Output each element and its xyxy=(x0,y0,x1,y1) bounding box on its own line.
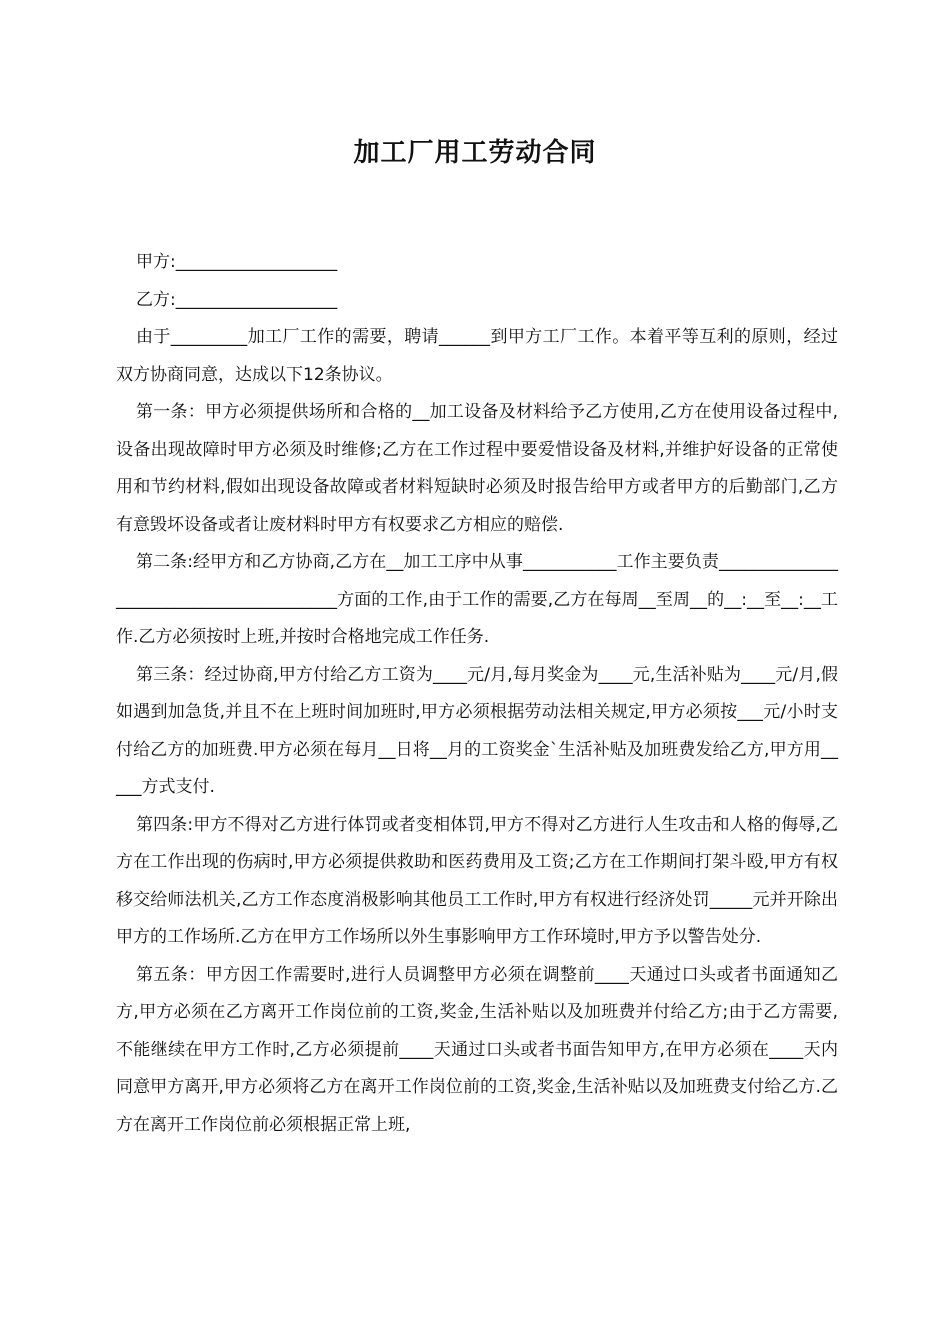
article-1-paragraph: 第一条：甲方必须提供场所和合格的__加工设备及材料给予乙方使用,乙方在使用设备过程中,设备出现故障时甲方必须及时维修;乙方在工作过程中要爱惜设备及材料,并维护好设备的正常使用和节约材料,假如出现设备故障或者材料短缺时必须及时报告给甲方或者甲方的后勤部门,乙方有意毁坏设备或者让废材料时甲方有权要求乙方相应的赔偿. xyxy=(116,402,838,535)
document-title: 加工厂用工劳动合同 xyxy=(353,138,597,168)
preamble-paragraph: 由于_________加工厂工作的需要，聘请______到甲方工厂工作。本着平等互利的原则，经过双方协商同意，达成以下12条协议。 xyxy=(116,327,838,385)
article-3-paragraph: 第三条：经过协商,甲方付给乙方工资为____元/月,每月奖金为____元,生活补贴为____元/月,假如遇到加急货,并且不在上班时间加班时,甲方必须根据劳动法相关规定,甲方必须按___元/小时支付给乙方的加班费.甲方必须在每月__日将__月的工资奖金`生活补贴及加班费发给乙方,甲方用_____方式支付. xyxy=(116,664,838,797)
article-2-paragraph: 第二条:经甲方和乙方协商,乙方在__加工工序中从事___________工作主要负责________________________________________方面的工作,由于工作的需要,乙方在每周__至周__的__:__至__:__工作.乙方必须按时上班,并按时合格地完成工作任务. xyxy=(116,552,838,647)
party-a-line: 甲方:___________________ xyxy=(136,252,338,272)
document-body xyxy=(116,244,838,1144)
article-4-paragraph: 第四条:甲方不得对乙方进行体罚或者变相体罚,甲方不得对乙方进行人生攻击和人格的侮辱,乙方在工作出现的伤病时,甲方必须提供救助和医药费用及工资;乙方在工作期间打架斗殴,甲方有权移交给师法机关,乙方工作态度消极影响其他员工工作时,甲方有权进行经济处罚_____元并开除出甲方的工作场所.乙方在甲方工作场所以外生事影响甲方工作环境时,甲方予以警告处分. xyxy=(116,814,838,947)
article-5-paragraph: 第五条：甲方因工作需要时,进行人员调整甲方必须在调整前____天通过口头或者书面通知乙方,甲方必须在乙方离开工作岗位前的工资,奖金,生活补贴以及加班费并付给乙方;由于乙方需要,不能继续在甲方工作时,乙方必须提前____天通过口头或者书面告知甲方,在甲方必须在____天内同意甲方离开,甲方必须将乙方在离开工作岗位前的工资,奖金,生活补贴以及加班费支付给乙方.乙方在离开工作岗位前必须根据正常上班, xyxy=(116,964,838,1135)
party-b-line: 乙方:___________________ xyxy=(136,289,338,310)
